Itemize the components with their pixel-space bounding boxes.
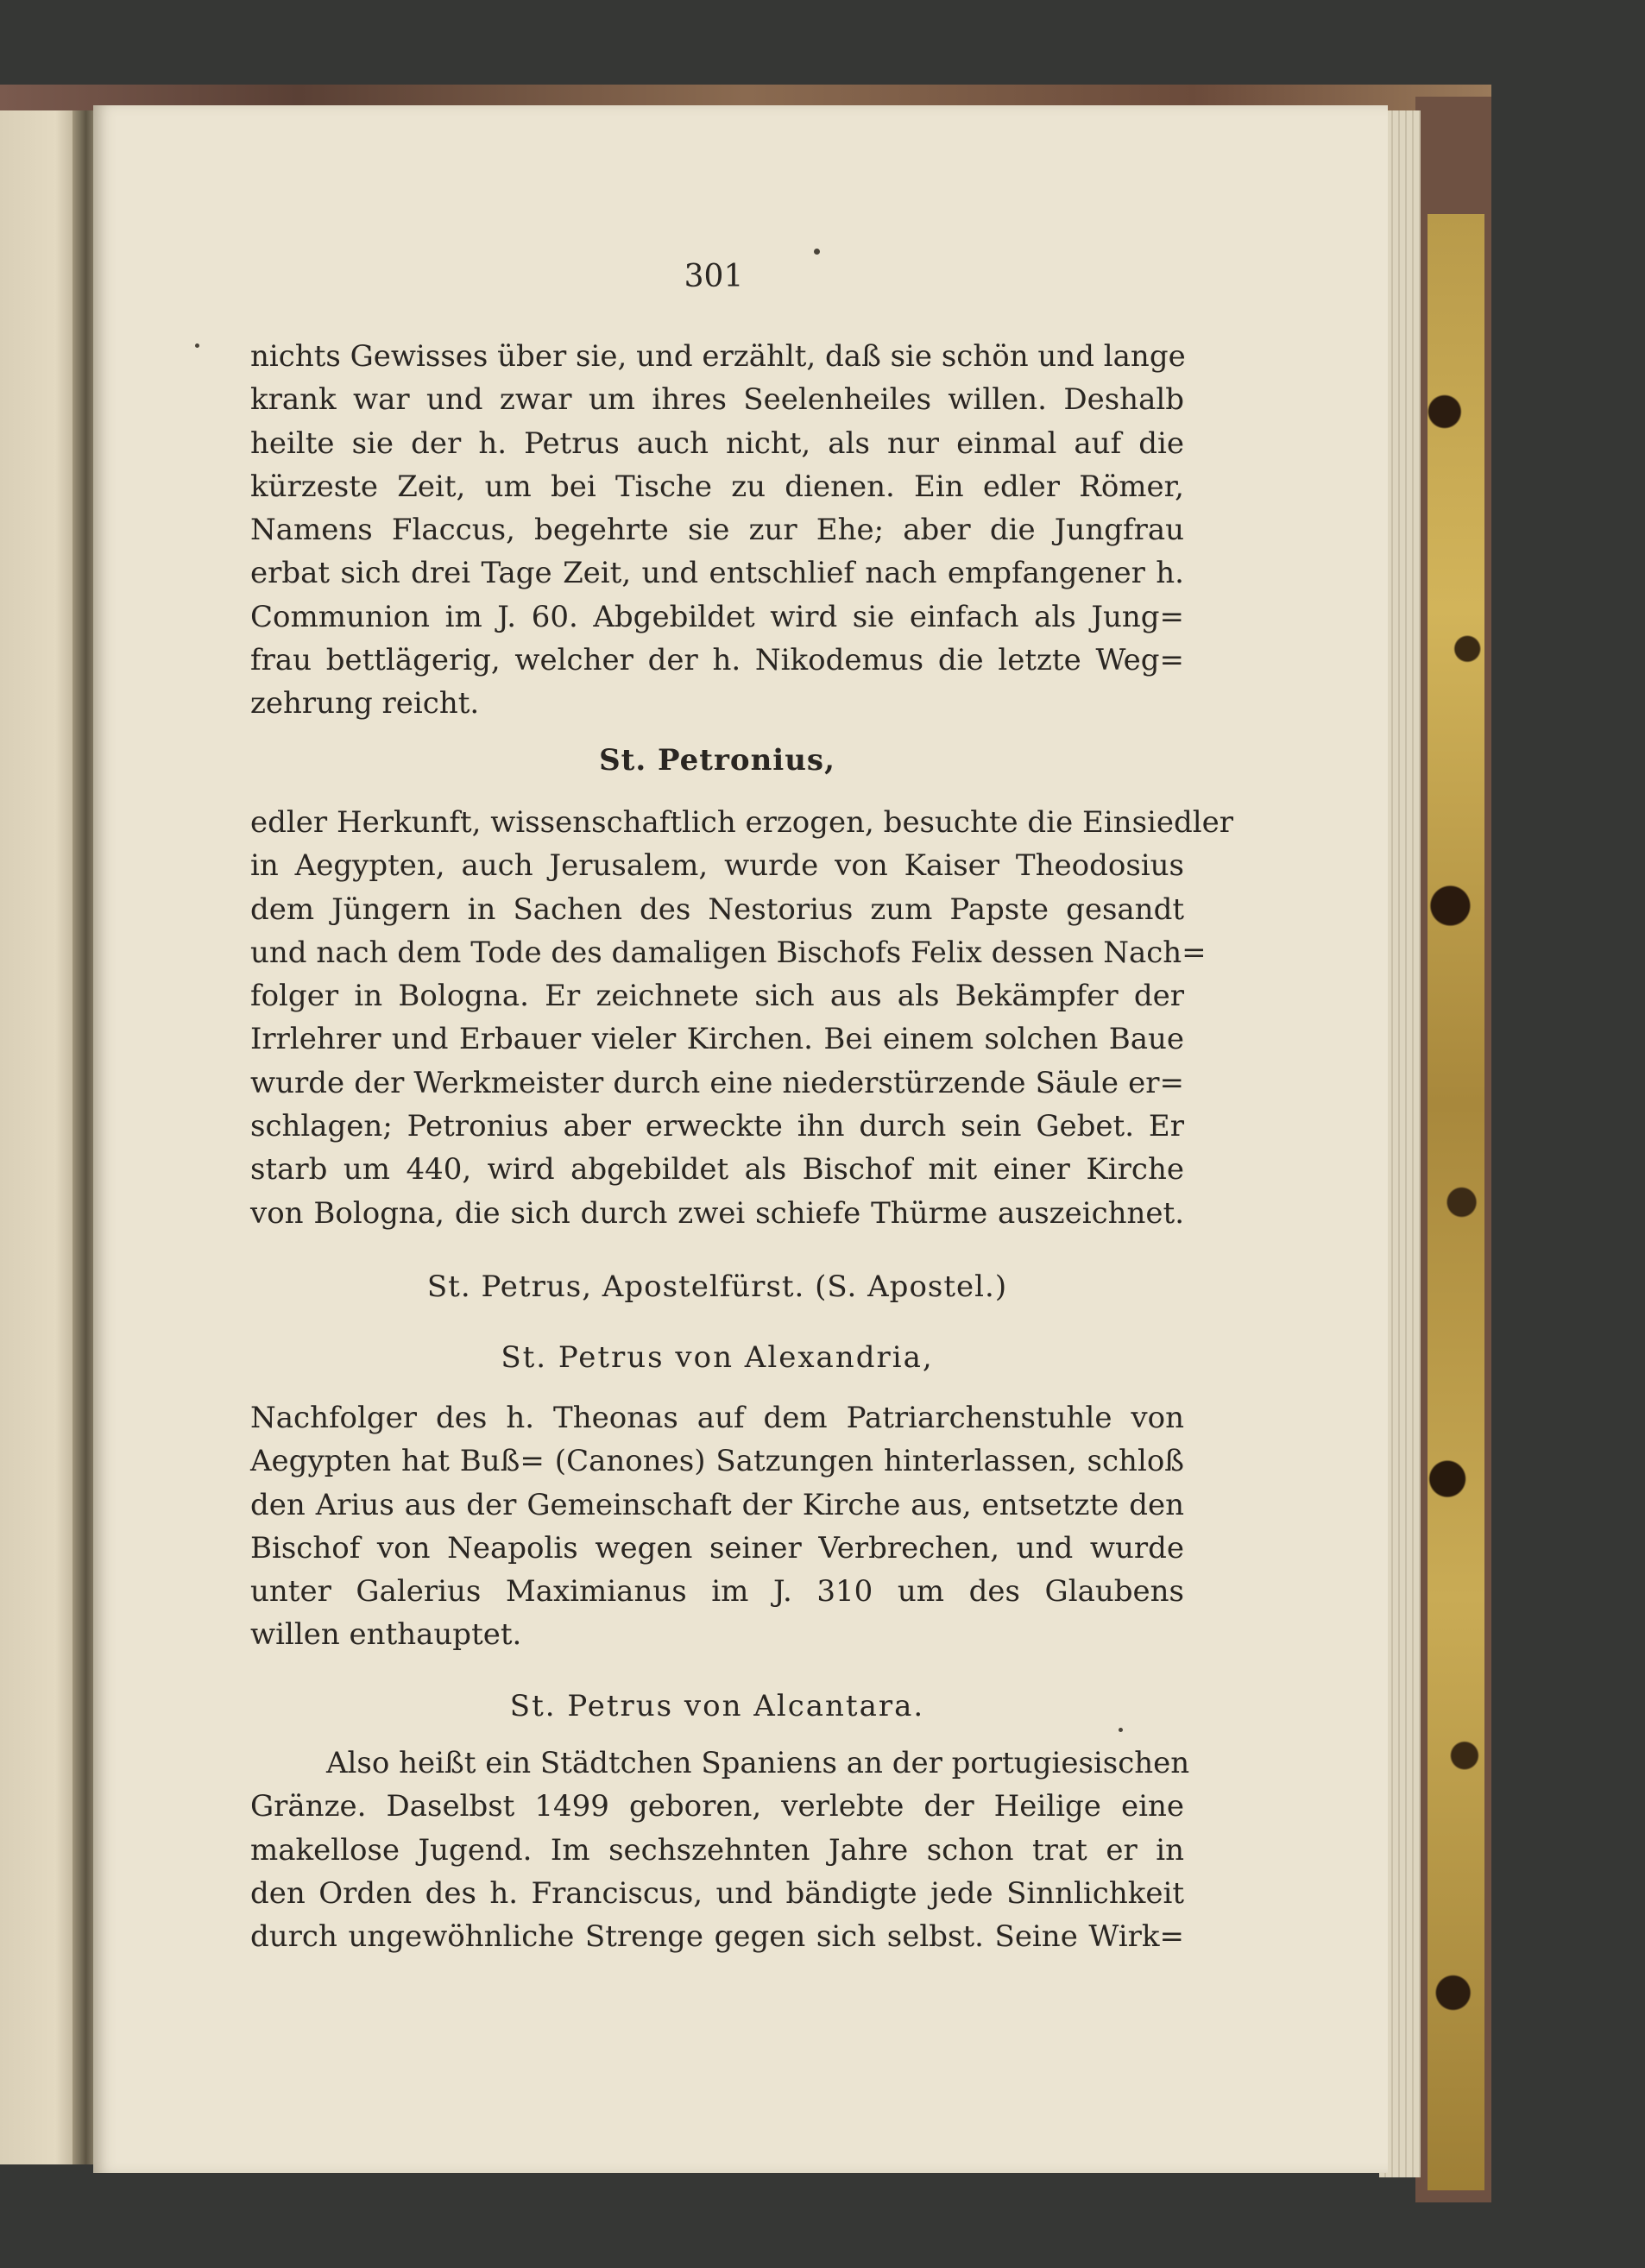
text-line: von Bologna, die sich durch zwei schiefe Thürme auszeichnet. — [250, 1195, 1184, 1231]
text-line: nichts Gewisses über sie, und erzählt, daß sie schön und lange — [250, 339, 1186, 374]
paragraph-4 — [250, 1742, 1190, 1958]
text-line: Nachfolger des h. Theonas auf dem Patriarchenstuhle von — [250, 1401, 1184, 1435]
text-line: zehrung reicht. — [250, 686, 480, 721]
text-line: makellose Jugend. Im sechszehnten Jahre schon trat er in — [250, 1832, 1184, 1868]
text-line: edler Herkunft, wissenschaftlich erzogen, besuchte die Einsiedler — [250, 805, 1234, 840]
text-line: krank war und zwar um ihres Seelenheiles willen. Deshalb — [250, 382, 1184, 418]
paragraph-1 — [250, 335, 1184, 726]
heading-st-petrus-von-alexandria: St. Petrus von Alexandria, — [501, 1340, 934, 1375]
heading-st-petrus-von-alcantara: St. Petrus von Alcantara. — [509, 1689, 925, 1723]
text-line: Also heißt ein Städtchen Spaniens an der portugiesischen — [326, 1746, 1190, 1780]
text-line: durch ungewöhnliche Strenge gegen sich selbst. Seine Wirk= — [250, 1919, 1184, 1955]
text-line: und nach dem Tode des damaligen Bischofs Felix dessen Nach= — [250, 935, 1207, 970]
text-line: Namens Flaccus, begehrte sie zur Ehe; aber die Jungfrau — [250, 513, 1184, 548]
marbled-edge — [1428, 214, 1484, 2190]
print-speck — [195, 343, 199, 348]
facing-page-edge — [0, 110, 79, 2164]
text-line: folger in Bologna. Er zeichnete sich aus als Bekämpfer der — [250, 979, 1184, 1014]
text-line: Bischof von Neapolis wegen seiner Verbrechen, und wurde — [250, 1530, 1184, 1566]
heading-st-petronius: St. Petronius, — [599, 743, 835, 778]
text-line: heilte sie der h. Petrus auch nicht, als nur einmal auf die — [250, 425, 1184, 461]
text-line: Communion im J. 60. Abgebildet wird sie einfach als Jung= — [250, 599, 1184, 634]
text-line: dem Jüngern in Sachen des Nestorius zum Papste gesandt — [250, 891, 1184, 927]
book-gutter — [72, 110, 95, 2164]
text-line: den Orden des h. Franciscus, und bändigte jede Sinnlichkeit — [250, 1875, 1184, 1911]
text-line: erbat sich drei Tage Zeit, und entschlief nach empfangener h. — [250, 556, 1184, 591]
text-line: in Aegypten, auch Jerusalem, wurde von Kaiser Theodosius — [250, 848, 1184, 884]
text-line: kürzeste Zeit, um bei Tische zu dienen. Ein edler Römer, — [250, 469, 1184, 504]
print-speck — [814, 249, 820, 255]
text-line: Aegypten hat Buß= (Canones) Satzungen hinterlassen, schloß — [250, 1444, 1184, 1479]
text-line: willen enthauptet. — [250, 1617, 522, 1653]
text-line: Gränze. Daselbst 1499 geboren, verlebte der Heilige eine — [250, 1789, 1184, 1824]
page-number: 301 — [684, 259, 744, 294]
text-line: den Arius aus der Gemeinschaft der Kirche aus, entsetzte den — [250, 1487, 1184, 1522]
text-line: Irrlehrer und Erbauer vieler Kirchen. Bei einem solchen Baue — [250, 1022, 1184, 1057]
text-line: unter Galerius Maximianus im J. 310 um des Glaubens — [250, 1574, 1184, 1610]
text-line: frau bettlägerig, welcher der h. Nikodemus die letzte Weg= — [250, 643, 1184, 678]
paragraph-3 — [250, 1396, 1184, 1657]
heading-st-petrus-apostelfuerst: St. Petrus, Apostelfürst. (S. Apostel.) — [426, 1269, 1008, 1304]
print-speck — [1119, 1728, 1123, 1732]
paragraph-2 — [250, 801, 1234, 1235]
text-line: schlagen; Petronius aber erweckte ihn durch sein Gebet. Er — [250, 1109, 1184, 1144]
text-line: wurde der Werkmeister durch eine niederstürzende Säule er= — [250, 1065, 1184, 1100]
text-line: starb um 440, wird abgebildet als Bischof mit einer Kirche — [250, 1152, 1184, 1188]
